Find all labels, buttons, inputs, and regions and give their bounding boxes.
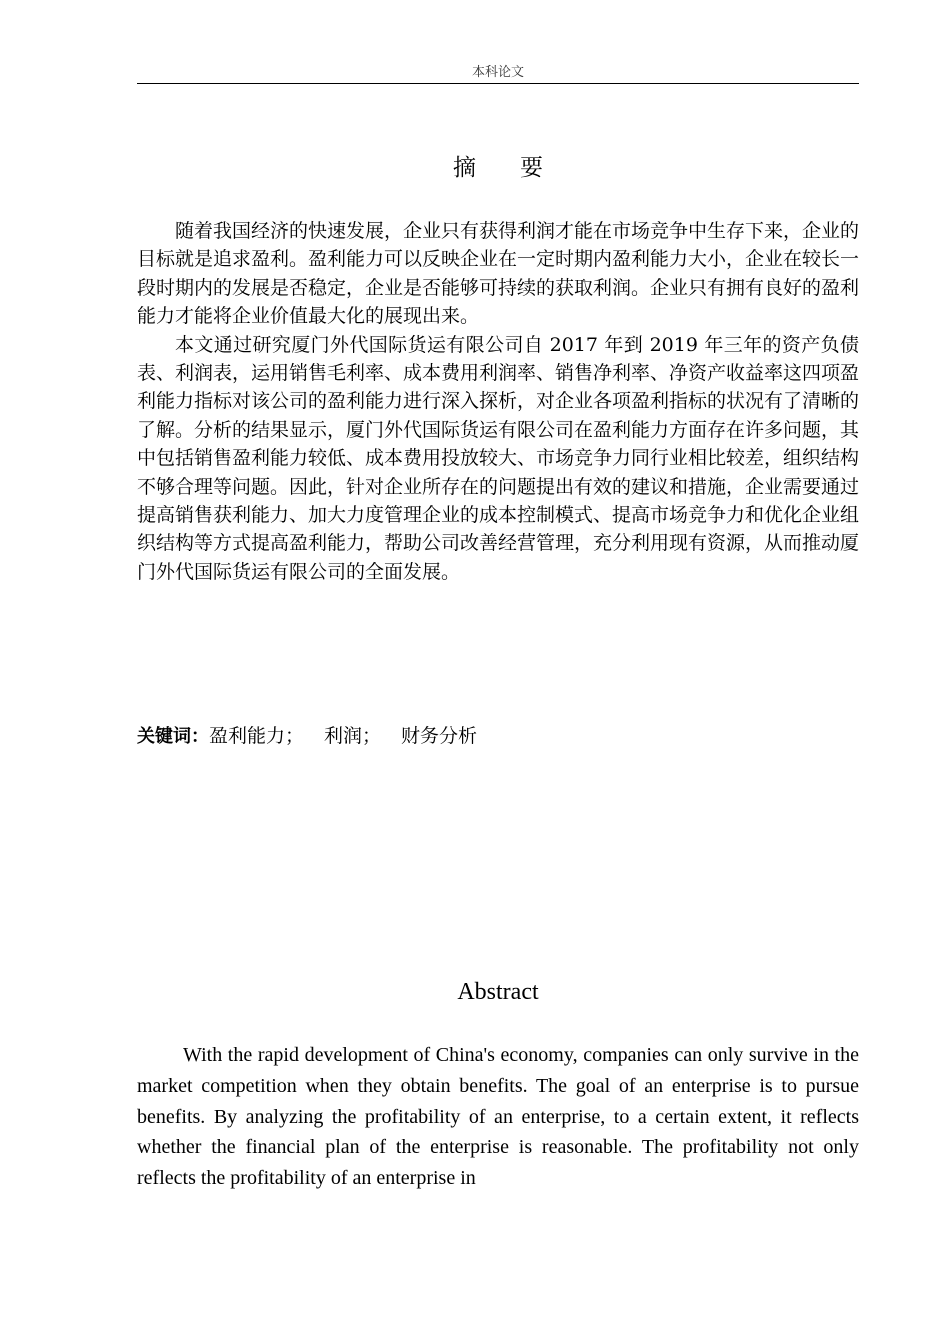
chinese-abstract-paragraph-2: 本文通过研究厦门外代国际货运有限公司自 2017 年到 2019 年三年的资产负债表、利润表，运用销售毛利率、成本费用利润率、销售净利率、净资产收益率这四项盈利能力指标对该公司的盈利能力进行深入探析，对企业各项盈利指标的状况有了清晰的了解。分析的结果显示，厦门外代国际货运有限公司在盈利能力方面存在许多问题，其中包括销售盈利能力较低、成本费用投放较大、市场竞争力同行业相比较差，组织结构不够合理等问题。因此，针对企业所存在的问题提出有效的建议和措施，企业需要通过提高销售获利能力、加大力度管理企业的成本控制模式、提高市场竞争力和优化企业组织结构等方式提高盈利能力，帮助公司改善经营管理，充分利用现有资源，从而推动厦门外代国际货运有限公司的全面发展。 [137,333,860,583]
keyword-item: 利润； [324,725,382,747]
chinese-abstract-body [137,217,859,586]
keyword-item: 盈利能力； [209,725,305,747]
english-abstract-title: Abstract [457,979,539,1005]
english-abstract-body [137,1040,859,1208]
title-char-1: 摘 [453,155,476,181]
header-rule [137,83,859,84]
english-abstract-paragraph-1: With the rapid development of China's economy, companies can only survive in the market competition when they obtain benefits. The goal of an enterprise is to pursue benefits. By analyzing the profitability of an enterprise, to a certain extent, it reflects whether the financial plan of the enterprise is reasonable. The profitability not only reflects the profitability of an enterprise in [137,1044,859,1190]
title-char-2: 要 [520,155,543,181]
keywords-line [137,722,859,751]
chinese-abstract-title [137,152,859,184]
chinese-abstract-paragraph-1: 随着我国经济的快速发展，企业只有获得利润才能在市场竞争中生存下来，企业的目标就是追求盈利。盈利能力可以反映企业在一定时期内盈利能力大小，企业在较长一段时期内的发展是否稳定，企业是否能够可持续的获取利润。企业只有拥有良好的盈利能力才能将企业价值最大化的展现出来。 [137,220,860,328]
running-header: 本科论文 [471,65,524,80]
keywords-label: 关键词： [137,726,209,747]
keyword-item: 财务分析 [401,725,478,747]
